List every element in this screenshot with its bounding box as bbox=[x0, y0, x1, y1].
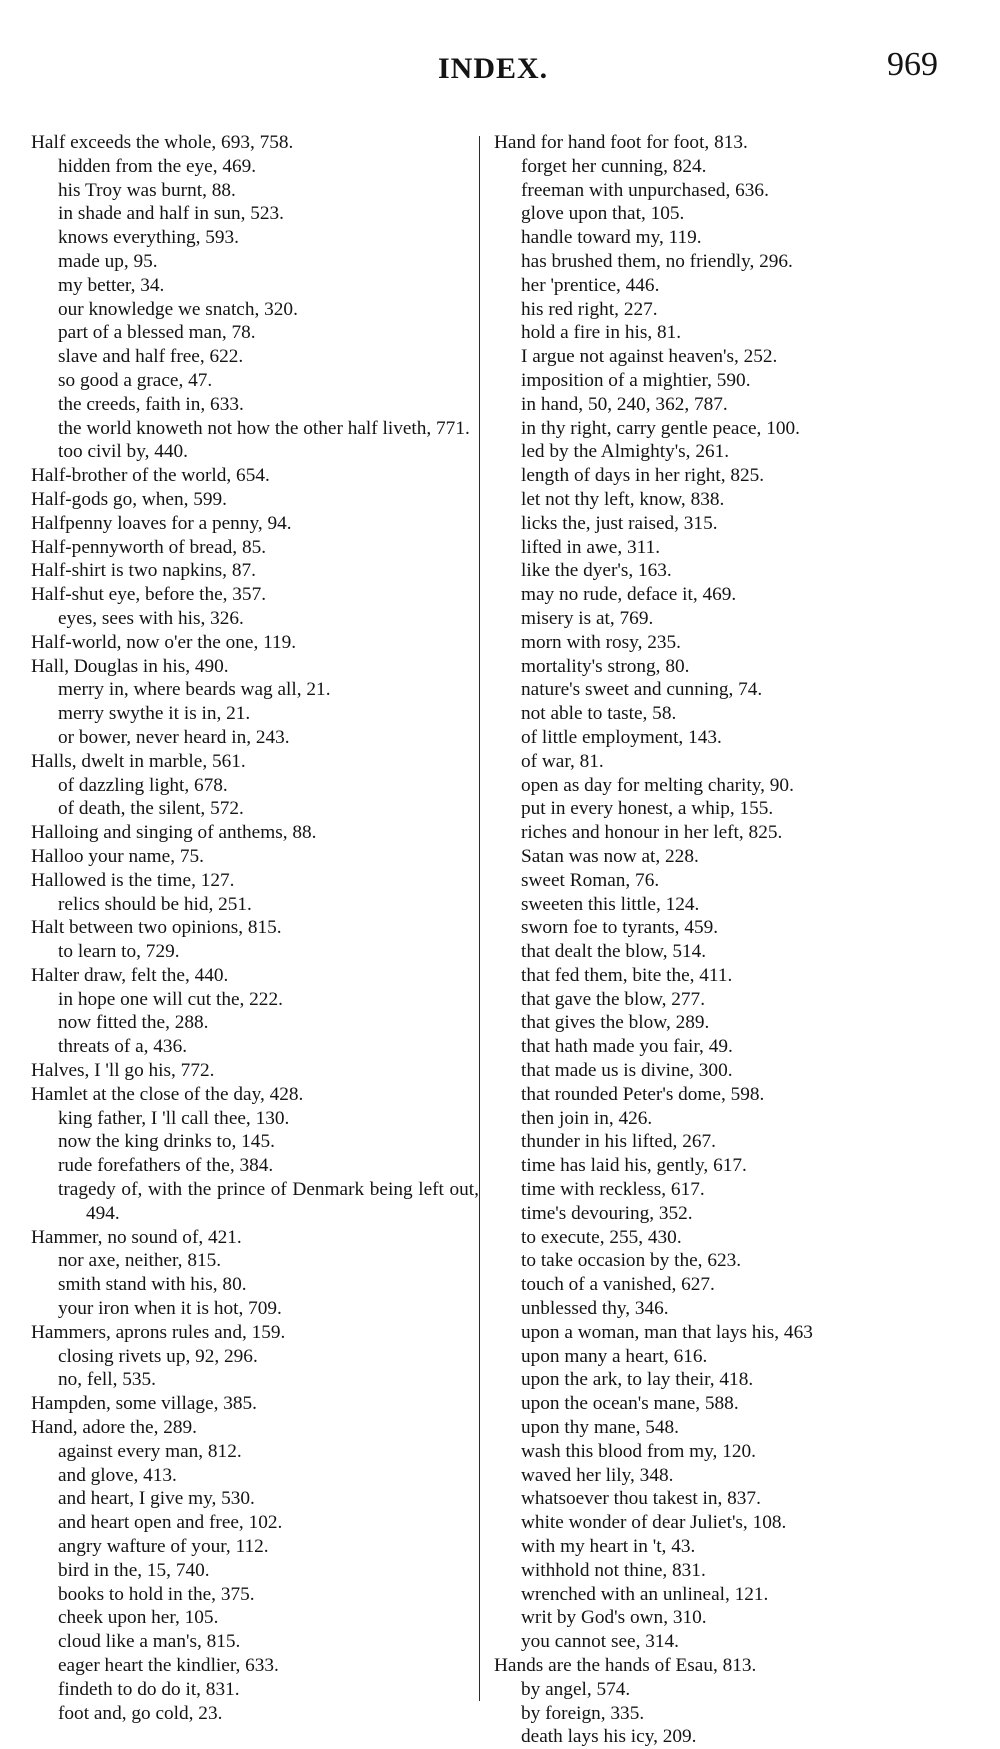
index-subentry: tragedy of, with the prince of Denmark being left out, 494. bbox=[58, 1179, 479, 1224]
index-subentry: that gave the blow, 277. bbox=[521, 988, 706, 1010]
index-subentry: riches and honour in her left, 825. bbox=[521, 822, 783, 844]
index-subentry: forget her cunning, 824. bbox=[521, 155, 707, 177]
index-subentry: I argue not against heaven's, 252. bbox=[521, 346, 778, 368]
index-subentry: may no rude, deface it, 469. bbox=[521, 584, 737, 606]
index-entry: Hand for hand foot for foot, 813. bbox=[494, 132, 748, 153]
index-subentry: whatsoever thou takest in, 837. bbox=[521, 1488, 761, 1510]
index-subentry: now fitted the, 288. bbox=[58, 1012, 209, 1034]
index-subentry: of little employment, 143. bbox=[521, 726, 722, 748]
index-subentry: that hath made you fair, 49. bbox=[521, 1036, 733, 1058]
index-subentry: in hand, 50, 240, 362, 787. bbox=[521, 393, 728, 415]
index-subentry: merry in, where beards wag all, 21. bbox=[58, 679, 331, 701]
index-subentry: that rounded Peter's dome, 598. bbox=[521, 1083, 765, 1105]
index-subentry: morn with rosy, 235. bbox=[521, 631, 681, 653]
index-subentry: time's devouring, 352. bbox=[521, 1202, 693, 1224]
index-subentry: threats of a, 436. bbox=[58, 1036, 188, 1058]
index-subentry: findeth to do do it, 831. bbox=[58, 1678, 240, 1700]
index-subentry: and heart, I give my, 530. bbox=[58, 1488, 255, 1510]
index-subentry: of dazzling light, 678. bbox=[58, 774, 228, 796]
index-entry: Half exceeds the whole, 693, 758. bbox=[31, 132, 294, 153]
index-subentry: of death, the silent, 572. bbox=[58, 798, 244, 820]
index-subentry: foot and, go cold, 23. bbox=[58, 1702, 223, 1724]
index-subentry: that fed them, bite the, 411. bbox=[521, 964, 733, 986]
index-subentry: freeman with unpurchased, 636. bbox=[521, 179, 769, 201]
index-subentry: upon a woman, man that lays his, 463 bbox=[521, 1321, 813, 1343]
index-entry: Halloo your name, 75. bbox=[31, 845, 204, 867]
index-subentry: eager heart the kindlier, 633. bbox=[58, 1655, 279, 1676]
index-entry: Half-gods go, when, 599. bbox=[31, 488, 227, 510]
index-subentry: by angel, 574. bbox=[521, 1678, 631, 1700]
index-subentry: nor axe, neither, 815. bbox=[58, 1250, 222, 1272]
index-subentry: too civil by, 440. bbox=[58, 441, 188, 463]
index-subentry: part of a blessed man, 78. bbox=[58, 322, 256, 344]
index-entry: Hampden, some village, 385. bbox=[31, 1393, 257, 1415]
index-subentry: in thy right, carry gentle peace, 100. bbox=[521, 417, 800, 439]
index-entry: Hall, Douglas in his, 490. bbox=[31, 655, 229, 677]
page-title: INDEX. bbox=[438, 52, 549, 85]
index-subentry: unblessed thy, 346. bbox=[521, 1298, 669, 1320]
index-entry: Halter draw, felt the, 440. bbox=[31, 964, 229, 986]
index-subentry: time with reckless, 617. bbox=[521, 1179, 705, 1201]
index-subentry: cloud like a man's, 815. bbox=[58, 1631, 241, 1653]
index-subentry: lifted in awe, 311. bbox=[521, 536, 661, 558]
index-subentry: hold a fire in his, 81. bbox=[521, 322, 682, 344]
index-subentry: like the dyer's, 163. bbox=[521, 560, 672, 582]
page-number: 969 bbox=[887, 46, 938, 83]
index-subentry: to take occasion by the, 623. bbox=[521, 1250, 742, 1272]
index-subentry: sworn foe to tyrants, 459. bbox=[521, 917, 719, 939]
index-entry: Half-shut eye, before the, 357. bbox=[31, 584, 267, 606]
index-subentry: has brushed them, no friendly, 296. bbox=[521, 250, 793, 272]
index-subentry: now the king drinks to, 145. bbox=[58, 1131, 275, 1153]
index-subentry: led by the Almighty's, 261. bbox=[521, 441, 730, 463]
index-subentry: thunder in his lifted, 267. bbox=[521, 1131, 716, 1153]
right-index-column bbox=[494, 131, 934, 1749]
index-subentry: and glove, 413. bbox=[58, 1464, 177, 1486]
index-subentry: merry swythe it is in, 21. bbox=[58, 703, 251, 725]
index-subentry: upon many a heart, 616. bbox=[521, 1345, 708, 1367]
index-subentry: in shade and half in sun, 523. bbox=[58, 203, 284, 225]
index-subentry: that dealt the blow, 514. bbox=[521, 941, 707, 963]
index-subentry: of war, 81. bbox=[521, 750, 604, 772]
index-subentry: you cannot see, 314. bbox=[521, 1631, 679, 1653]
column-divider bbox=[479, 136, 480, 1701]
index-subentry: touch of a vanished, 627. bbox=[521, 1274, 715, 1296]
index-subentry: put in every honest, a whip, 155. bbox=[521, 798, 774, 820]
index-subentry: to learn to, 729. bbox=[58, 941, 180, 963]
index-entry: Halloing and singing of anthems, 88. bbox=[31, 822, 317, 844]
index-entry: Hallowed is the time, 127. bbox=[31, 869, 235, 891]
index-subentry: knows everything, 593. bbox=[58, 227, 240, 249]
index-entry: Half-shirt is two napkins, 87. bbox=[31, 560, 256, 582]
index-subentry: his Troy was burnt, 88. bbox=[58, 179, 236, 201]
index-subentry: hidden from the eye, 469. bbox=[58, 155, 257, 177]
index-subentry: your iron when it is hot, 709. bbox=[58, 1298, 282, 1320]
index-subentry: misery is at, 769. bbox=[521, 607, 654, 629]
index-subentry: let not thy left, know, 838. bbox=[521, 488, 725, 510]
index-subentry: upon the ark, to lay their, 418. bbox=[521, 1369, 754, 1391]
index-subentry: handle toward my, 119. bbox=[521, 227, 702, 249]
index-subentry: the creeds, faith in, 633. bbox=[58, 393, 244, 415]
index-subentry: eyes, sees with his, 326. bbox=[58, 607, 244, 629]
page-header bbox=[0, 46, 1000, 92]
index-subentry: slave and half free, 622. bbox=[58, 346, 244, 368]
index-entry: Halves, I 'll go his, 772. bbox=[31, 1060, 215, 1082]
index-entry: Halt between two opinions, 815. bbox=[31, 917, 282, 939]
index-subentry: imposition of a mightier, 590. bbox=[521, 369, 751, 391]
index-subentry: rude forefathers of the, 384. bbox=[58, 1155, 274, 1177]
index-subentry: no, fell, 535. bbox=[58, 1369, 156, 1391]
index-subentry: open as day for melting charity, 90. bbox=[521, 774, 794, 796]
index-subentry: his red right, 227. bbox=[521, 298, 658, 320]
index-subentry: sweet Roman, 76. bbox=[521, 869, 660, 891]
index-subentry: white wonder of dear Juliet's, 108. bbox=[521, 1512, 787, 1534]
index-subentry: nature's sweet and cunning, 74. bbox=[521, 679, 763, 701]
index-subentry: king father, I 'll call thee, 130. bbox=[58, 1107, 290, 1129]
index-subentry: writ by God's own, 310. bbox=[521, 1607, 707, 1629]
index-subentry: made up, 95. bbox=[58, 250, 158, 272]
index-subentry: that gives the blow, 289. bbox=[521, 1012, 710, 1034]
index-entry: Halls, dwelt in marble, 561. bbox=[31, 750, 246, 772]
index-subentry: waved her lily, 348. bbox=[521, 1464, 674, 1486]
index-subentry: Satan was now at, 228. bbox=[521, 845, 699, 867]
index-subentry: and heart open and free, 102. bbox=[58, 1512, 283, 1534]
index-subentry: not able to taste, 58. bbox=[521, 703, 677, 725]
index-subentry: cheek upon her, 105. bbox=[58, 1607, 219, 1629]
index-subentry: sweeten this little, 124. bbox=[521, 893, 700, 915]
index-subentry: death lays his icy, 209. bbox=[521, 1726, 697, 1748]
index-entry: Half-brother of the world, 654. bbox=[31, 465, 270, 487]
index-subentry: glove upon that, 105. bbox=[521, 203, 685, 225]
index-subentry: licks the, just raised, 315. bbox=[521, 512, 718, 534]
index-subentry: our knowledge we snatch, 320. bbox=[58, 298, 298, 320]
index-subentry: smith stand with his, 80. bbox=[58, 1274, 247, 1296]
index-entry: Half-world, now o'er the one, 119. bbox=[31, 631, 297, 653]
index-subentry: in hope one will cut the, 222. bbox=[58, 988, 283, 1010]
index-subentry: length of days in her right, 825. bbox=[521, 465, 765, 487]
index-subentry: upon thy mane, 548. bbox=[521, 1417, 679, 1439]
index-subentry: so good a grace, 47. bbox=[58, 369, 213, 391]
index-subentry: against every man, 812. bbox=[58, 1440, 242, 1462]
index-subentry: withhold not thine, 831. bbox=[521, 1559, 706, 1581]
index-subentry: that made us is divine, 300. bbox=[521, 1060, 733, 1082]
index-subentry: by foreign, 335. bbox=[521, 1702, 645, 1724]
index-subentry: then join in, 426. bbox=[521, 1107, 653, 1129]
index-subentry: or bower, never heard in, 243. bbox=[58, 726, 290, 748]
index-subentry: bird in the, 15, 740. bbox=[58, 1559, 210, 1581]
index-subentry: angry wafture of your, 112. bbox=[58, 1536, 269, 1558]
index-entry: Hand, adore the, 289. bbox=[31, 1417, 197, 1439]
index-subentry: the world knoweth not how the other half liveth, 771. bbox=[58, 417, 470, 439]
index-subentry: mortality's strong, 80. bbox=[521, 655, 690, 677]
index-entry: Halfpenny loaves for a penny, 94. bbox=[31, 512, 292, 534]
index-subentry: wrenched with an unlineal, 121. bbox=[521, 1583, 769, 1605]
index-entry: Half-pennyworth of bread, 85. bbox=[31, 536, 267, 558]
index-subentry: closing rivets up, 92, 296. bbox=[58, 1345, 258, 1367]
index-subentry: upon the ocean's mane, 588. bbox=[521, 1393, 739, 1415]
index-entry: Hamlet at the close of the day, 428. bbox=[31, 1083, 304, 1105]
index-subentry: time has laid his, gently, 617. bbox=[521, 1155, 747, 1177]
index-entry: Hammer, no sound of, 421. bbox=[31, 1226, 242, 1248]
index-subentry: with my heart in 't, 43. bbox=[521, 1536, 696, 1558]
index-subentry: relics should be hid, 251. bbox=[58, 893, 252, 915]
left-index-column bbox=[31, 131, 479, 1725]
index-subentry: her 'prentice, 446. bbox=[521, 274, 660, 296]
index-subentry: books to hold in the, 375. bbox=[58, 1583, 255, 1605]
index-subentry: my better, 34. bbox=[58, 274, 165, 296]
index-subentry: to execute, 255, 430. bbox=[521, 1226, 682, 1248]
index-entry: Hammers, aprons rules and, 159. bbox=[31, 1321, 286, 1343]
index-entry: Hands are the hands of Esau, 813. bbox=[494, 1655, 757, 1676]
index-subentry: wash this blood from my, 120. bbox=[521, 1440, 756, 1462]
